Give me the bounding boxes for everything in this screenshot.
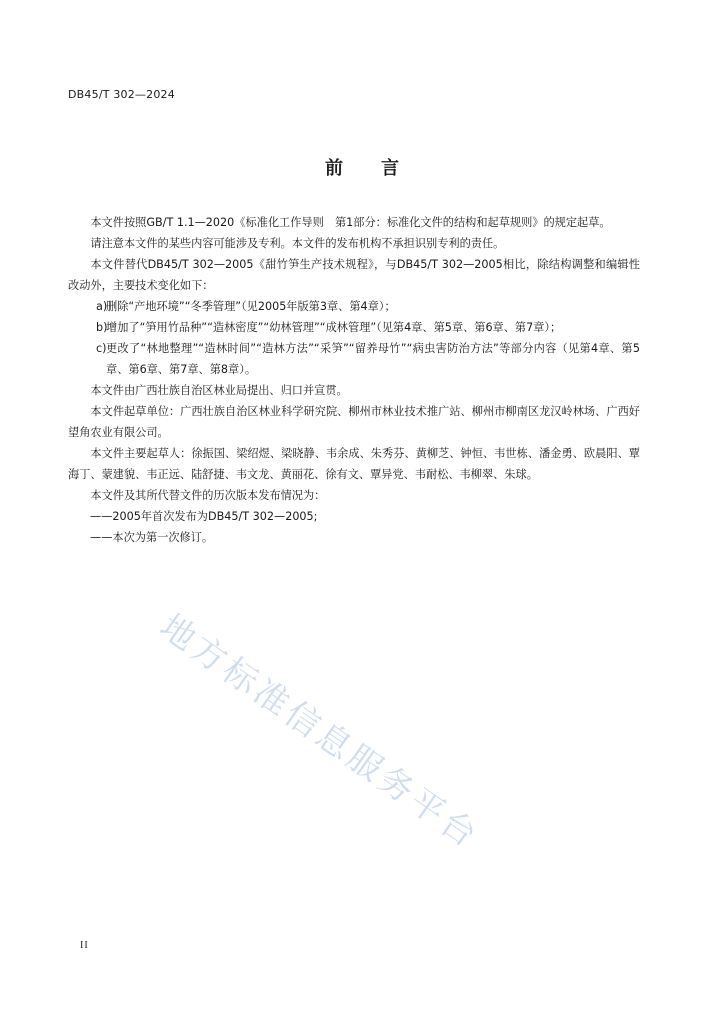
page-title: 前言 bbox=[325, 158, 437, 179]
paragraph-drafters: 本文件主要起草人：徐振国、梁绍煜、梁晓静、韦余成、朱秀芬、黄柳芝、钟恒、韦世栋、潘金勇、欧晨阳、覃海丁、蒙建貌、韦正远、陆舒捷、韦文龙、黄丽花、徐有文、覃异党、韦耐松、韦柳翠、朱球。 bbox=[68, 447, 640, 481]
page-number: II bbox=[80, 940, 89, 951]
watermark: 地方标准信息服务平台 bbox=[152, 606, 487, 858]
list-marker: c) bbox=[96, 342, 107, 355]
paragraph-proposer: 本文件由广西壮族自治区林业局提出、归口并宣贯。 bbox=[90, 384, 348, 397]
list-item bbox=[68, 317, 640, 338]
history-item: ——本次为第一次修订。 bbox=[90, 531, 214, 544]
list-item bbox=[68, 296, 640, 317]
list-item bbox=[68, 338, 640, 380]
list-marker: a) bbox=[96, 300, 108, 313]
paragraph-drafting-units: 本文件起草单位：广西壮族自治区林业科学研究院、柳州市林业技术推广站、柳州市柳南区龙汉岭林场、广西好望角农业有限公司。 bbox=[68, 405, 640, 439]
paragraph-replacement: 本文件替代DB45/T 302—2005《甜竹笋生产技术规程》，与DB45/T 302—2005相比，除结构调整和编辑性改动外，主要技术变化如下： bbox=[68, 258, 640, 292]
paragraph-drafting-rules: 本文件按照GB/T 1.1—2020《标准化工作导则 第1部分：标准化文件的结构和起草规则》的规定起草。 bbox=[90, 216, 611, 229]
document-code: DB45/T 302—2024 bbox=[68, 88, 175, 101]
list-item-text: 增加了“笋用竹品种”“造林密度”“幼林管理”“成林管理”（见第4章、第5章、第6章、第7章）； bbox=[106, 321, 562, 334]
history-item: ——2005年首次发布为DB45/T 302—2005; bbox=[90, 510, 318, 523]
list-item-text: 删除“产地环境”“冬季管理”（见2005年版第3章、第4章）； bbox=[106, 300, 396, 313]
paragraph-history-intro: 本文件及其所代替文件的历次版本发布情况为： bbox=[90, 489, 326, 502]
document-body bbox=[68, 212, 640, 548]
list-marker: b) bbox=[96, 321, 108, 334]
list-item-text: 更改了“林地整理”“造林时间”“造林方法”“采笋”“留养母竹”“病虫害防治方法”等部分内容（见第4章、第5章、第6章、第7章、第8章）。 bbox=[106, 342, 640, 376]
paragraph-patent-notice: 请注意本文件的某些内容可能涉及专利。本文件的发布机构不承担识别专利的责任。 bbox=[90, 237, 505, 250]
